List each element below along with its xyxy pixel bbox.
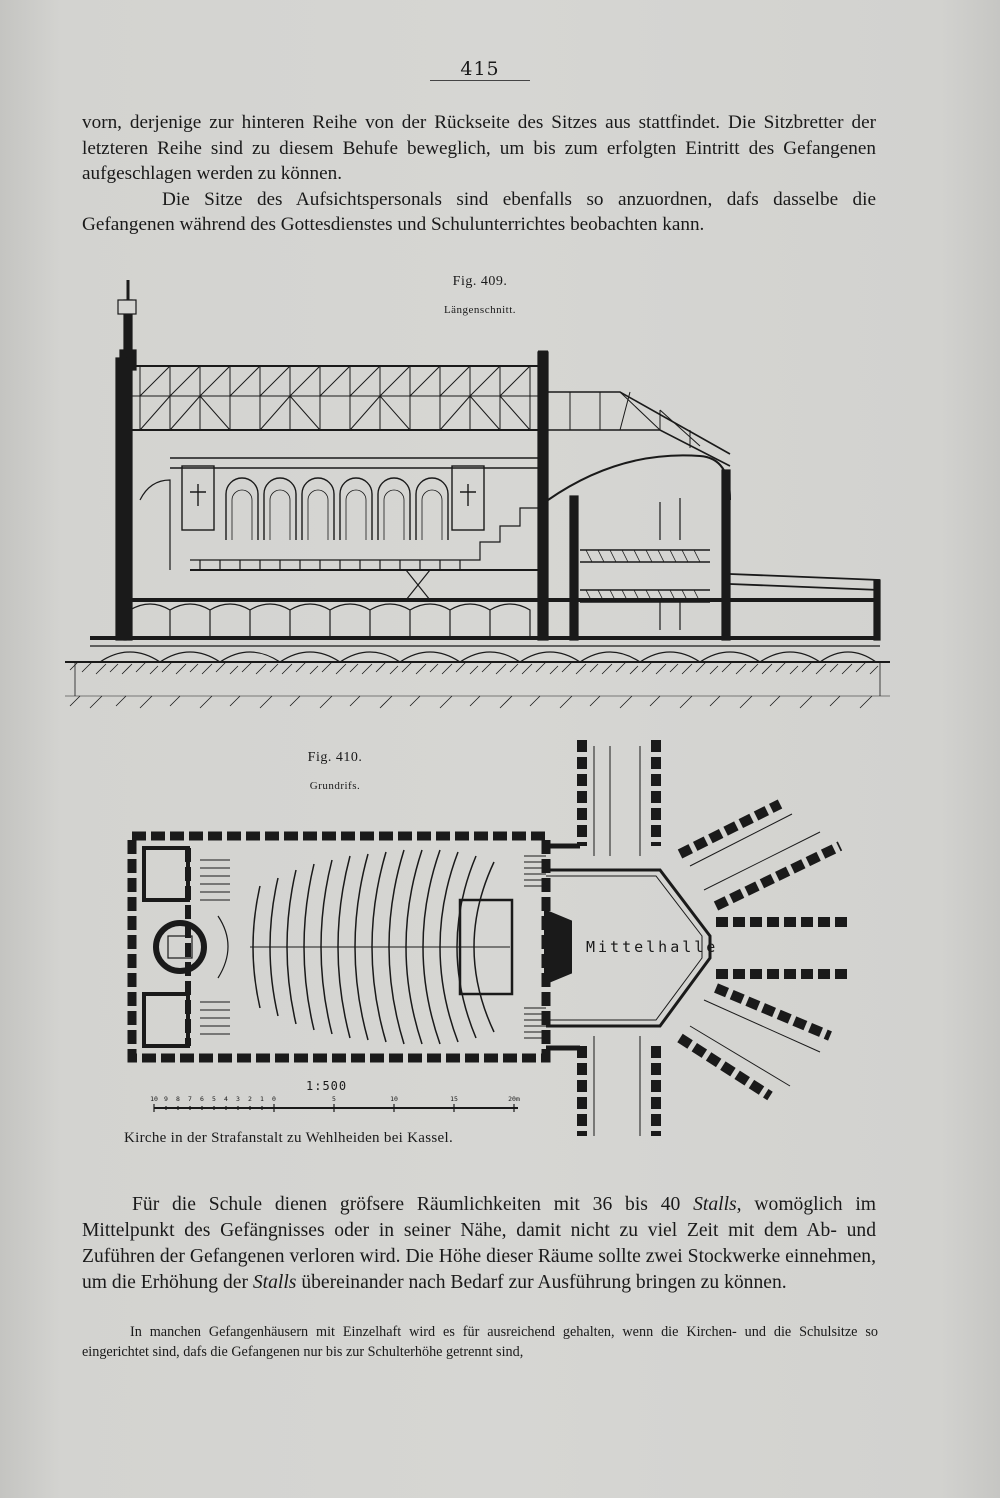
fig409-subtitle: Längenschnitt. bbox=[443, 304, 517, 316]
figure-caption: Kirche in der Strafanstalt zu Wehlheiden bei Kassel. bbox=[124, 1130, 454, 1146]
roof-truss bbox=[126, 366, 730, 466]
fig409-title: Fig. 409. bbox=[452, 274, 508, 289]
corridor-east bbox=[716, 922, 850, 974]
longitudinal-section-drawing bbox=[60, 270, 900, 720]
scale-tick-2: 2 bbox=[248, 1095, 252, 1103]
fig410-subtitle: Grundrifs. bbox=[309, 780, 361, 792]
scale-tick-20: 20m bbox=[508, 1095, 520, 1103]
scale-bar bbox=[148, 1094, 528, 1116]
scale-tick-7: 7 bbox=[188, 1095, 192, 1103]
scale-tick-5a: 5 bbox=[212, 1095, 216, 1103]
corridor-southeast bbox=[680, 988, 830, 1096]
scale-tick-5b: 5 bbox=[332, 1095, 336, 1103]
scale-tick-3: 3 bbox=[236, 1095, 240, 1103]
scale-tick-8: 8 bbox=[176, 1095, 180, 1103]
scale-tick-4: 4 bbox=[224, 1095, 228, 1103]
small-print-paragraph bbox=[82, 1322, 878, 1362]
scale-tick-10b: 10 bbox=[390, 1095, 398, 1103]
scale-tick-9: 9 bbox=[164, 1095, 168, 1103]
paragraph-2: Die Sitze des Aufsichtspersonals sind ebenfalls so anzuordnen, dafs dasselbe die Gefangenen während des Gottesdienstes und Schulunterrichtes beobachten kann. bbox=[82, 188, 876, 235]
corridor-north bbox=[582, 740, 656, 846]
school-paragraph-text: Für die Schule dienen gröfsere Räumlichkeiten mit 36 bis 40 Stalls, womöglich im Mittelpunkt des Gefängnisses oder in seiner Nähe, damit nicht zu viel Zeit mit dem Ab- und Zuführen der Gefangenen verloren wird. Die Höhe dieser Räume sollte zwei Stockwerke einnehmen, um die Erhöhung der Stalls übereinander nach Bedarf zur Ausführung bringen zu können. bbox=[82, 1194, 877, 1293]
fan-seating bbox=[250, 850, 512, 1044]
scale-tick-15: 15 bbox=[450, 1095, 458, 1103]
scale-ratio: 1:500 bbox=[306, 1079, 348, 1093]
vestry-rooms bbox=[144, 848, 230, 1046]
scale-tick-1: 1 bbox=[260, 1095, 264, 1103]
paragraph-1: vorn, derjenige zur hinteren Reihe von der Rückseite des Sitzes aus stattfindet. Die Sitzbretter der letzteren Reihe sind zu diesem Behufe beweglich, um bis zum erfolgten Eintritt des Gefangenen aufgeschlagen werden zu können. bbox=[82, 112, 876, 184]
basement-vaults bbox=[90, 638, 880, 662]
page-number: 415 bbox=[460, 58, 500, 80]
page-number-rule bbox=[430, 80, 530, 81]
ground-hatching bbox=[65, 662, 890, 708]
small-print-text: In manchen Gefangenhäusern mit Einzelhaft wird es für ausreichend gehalten, wenn die Kirchen- und die Schulsitze so eingerichtet sind, dafs die Gefangenen nur bis zur Schulterhöhe getrennt sind, bbox=[82, 1324, 878, 1360]
scale-tick-0: 0 bbox=[272, 1095, 276, 1103]
middle-hall-label: Mittelhalle bbox=[586, 938, 719, 956]
school-paragraph bbox=[82, 1192, 876, 1296]
fig410-title: Fig. 410. bbox=[307, 750, 363, 765]
intro-paragraphs bbox=[82, 110, 876, 238]
corridor-northeast bbox=[680, 804, 840, 906]
floor-plan-drawing bbox=[120, 736, 850, 1136]
ground-floor-vaults bbox=[116, 600, 880, 638]
seating-tiers bbox=[140, 480, 538, 600]
corridor-south bbox=[582, 1046, 656, 1136]
central-hall-section bbox=[548, 455, 880, 640]
scale-tick-10: 10 bbox=[150, 1095, 158, 1103]
clerestory-windows bbox=[170, 458, 538, 540]
scale-tick-6: 6 bbox=[200, 1095, 204, 1103]
